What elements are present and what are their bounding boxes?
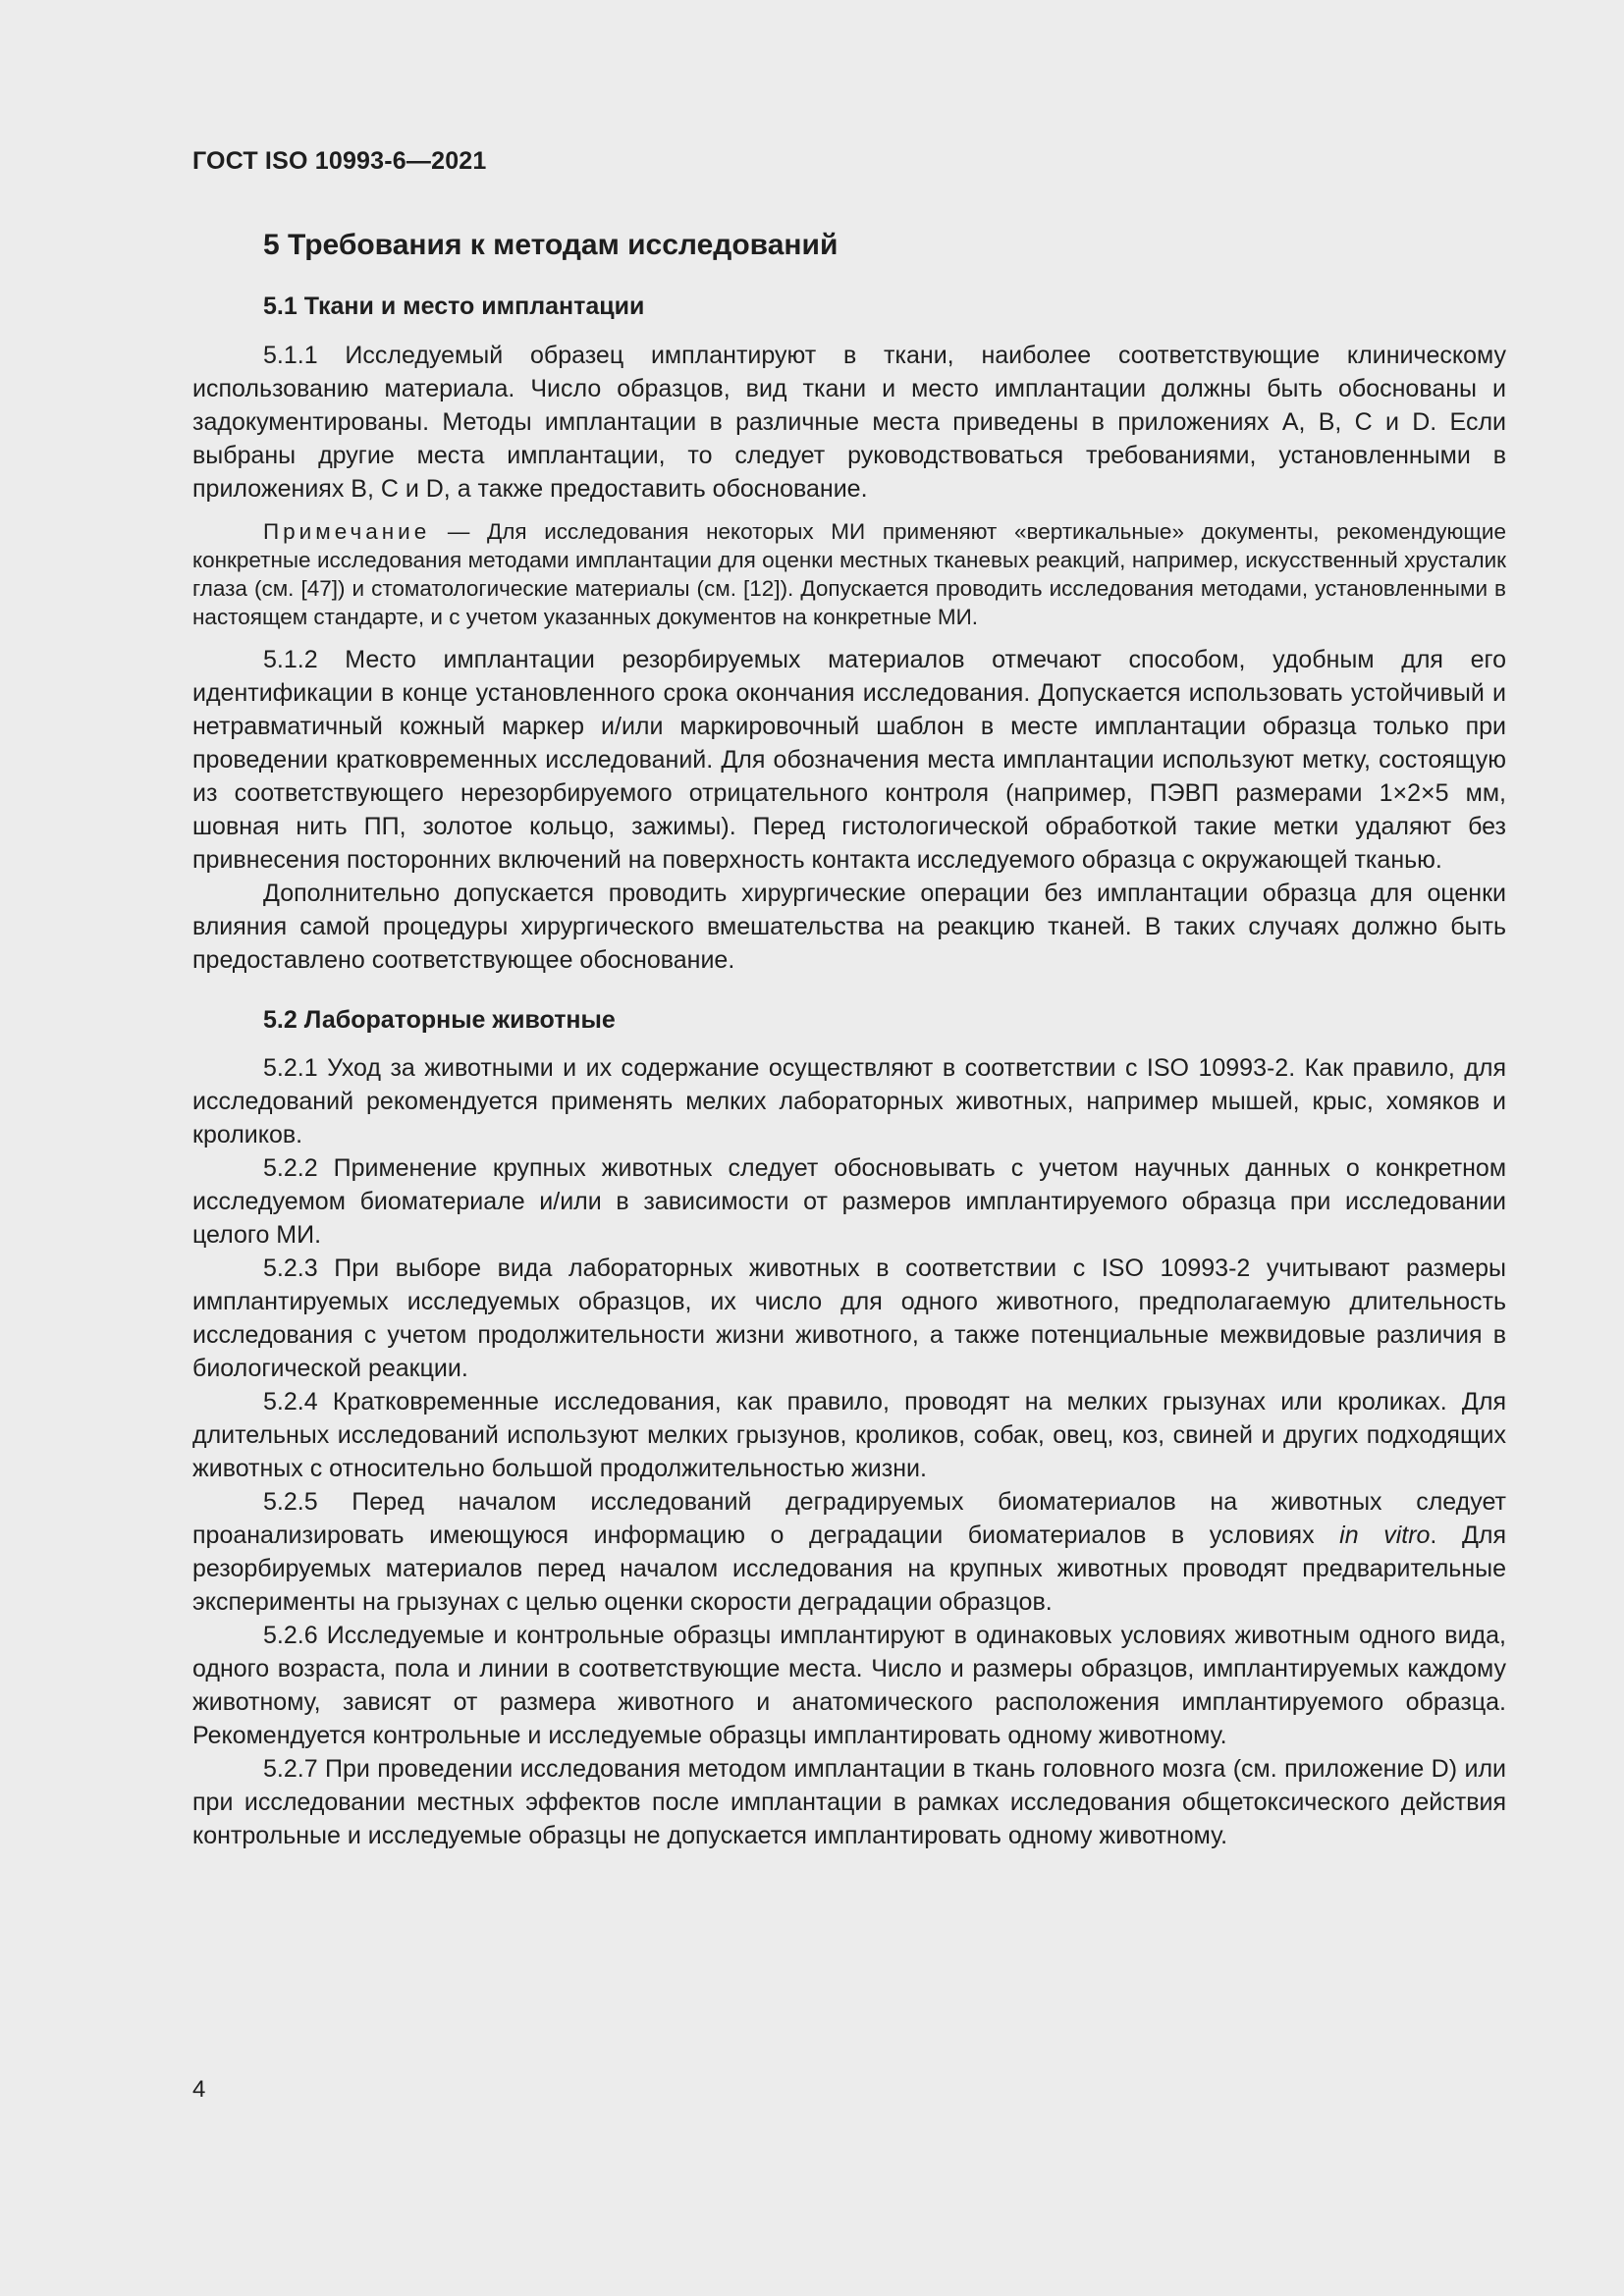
- paragraph-5-2-5-part-a: 5.2.5 Перед началом исследований деградируемых биоматериалов на животных следует проанализировать имеющуюся информацию о деградации биоматериалов в условиях: [192, 1488, 1506, 1549]
- page-number: 4: [192, 2076, 206, 2103]
- note-paragraph: [192, 517, 1506, 631]
- paragraph-5-2-2: 5.2.2 Применение крупных животных следует обосновывать с учетом научных данных о конкретном исследуемом биоматериале и/или в зависимости от размеров имплантируемого образца при исследовании целого МИ.: [192, 1154, 1506, 1249]
- paragraph-5-2-7: 5.2.7 При проведении исследования методом имплантации в ткань головного мозга (см. приложение D) или при исследовании местных эффектов после имплантации в рамках исследования общетоксического действия контрольные и исследуемые образцы не допускается имплантировать одному животному.: [192, 1755, 1506, 1849]
- paragraph-5-2-4: 5.2.4 Кратковременные исследования, как правило, проводят на мелких грызунах или кроликах. Для длительных исследований используют мелких грызунов, кроликов, собак, овец, коз, свиней и других подходящих животных с относительно большой продолжительностью жизни.: [192, 1388, 1506, 1482]
- document-body: [192, 220, 1506, 1852]
- paragraph-5-1-2: 5.1.2 Место имплантации резорбируемых материалов отмечают способом, удобным для его идентификации в конце установленного срока окончания исследования. Допускается использовать устойчивый и нетравматичный кожный маркер и/или маркировочный шаблон в месте имплантации образца только при проведении кратковременных исследований. Для обозначения места имплантации используют метку, состоящую из соответствующего нерезорбируемого отрицательного контроля (например, ПЭВП размерами 1×2×5 мм, шовная нить ПП, золотое кольцо, зажимы). Перед гистологической обработкой такие метки удаляют без привнесения посторонних включений на поверхность контакта исследуемого образца с окружающей тканью.: [192, 645, 1506, 874]
- section-title: 5 Требования к методам исследований: [263, 229, 839, 261]
- paragraph-5-2-5: [192, 1485, 1506, 1619]
- document-code-header: ГОСТ ISO 10993-6—2021: [192, 147, 487, 175]
- paragraph-5-2-5-italic: in vitro: [1339, 1522, 1431, 1549]
- note-text: — Для исследования некоторых МИ применяют «вертикальные» документы, рекомендующие конкретные исследования методами имплантации для оценки местных тканевых реакций, например, искусственный хрусталик глаза (см. [47]) и стоматологические материалы (см. [12]). Допускается проводить исследования методами, установленными в настоящем стандарте, и с учетом указанных документов на конкретные МИ.: [192, 518, 1506, 629]
- subsection-title-5-1: 5.1 Ткани и место имплантации: [263, 293, 645, 320]
- paragraph-5-2-6: 5.2.6 Исследуемые и контрольные образцы имплантируют в одинаковых условиях животным одного вида, одного возраста, пола и линии в соответствующие места. Число и размеры образцов, имплантируемых каждому животному, зависят от размера животного и анатомического расположения имплантируемого образца. Рекомендуется контрольные и исследуемые образцы имплантировать одному животному.: [192, 1622, 1506, 1749]
- paragraph-5-1-1: 5.1.1 Исследуемый образец имплантируют в ткани, наиболее соответствующие клиническому использованию материала. Число образцов, вид ткани и место имплантации должны быть обоснованы и задокументированы. Методы имплантации в различные места приведены в приложениях А, В, С и D. Если выбраны другие места имплантации, то следует руководствоваться требованиями, установленными в приложениях В, С и D, а также предоставить обоснование.: [192, 341, 1506, 503]
- note-label: Примечание: [263, 518, 431, 544]
- subsection-title-5-2: 5.2 Лабораторные животные: [263, 1005, 616, 1034]
- paragraph-5-2-3: 5.2.3 При выборе вида лабораторных животных в соответствии с ISO 10993-2 учитывают размеры имплантируемых исследуемых образцов, их число для одного животного, предполагаемую длительность исследования с учетом продолжительности жизни животного, а также потенциальные межвидовые различия в биологической реакции.: [192, 1255, 1506, 1382]
- paragraph-5-2-5-part-b: . Для резорбируемых материалов перед началом исследования на крупных животных проводят предварительные эксперименты на грызунах с целью оценки скорости деградации образцов.: [192, 1522, 1506, 1616]
- paragraph-5-2-1: 5.2.1 Уход за животными и их содержание осуществляют в соответствии с ISO 10993-2. Как правило, для исследований рекомендуется применять мелких лабораторных животных, например мышей, крыс, хомяков и кроликов.: [192, 1054, 1506, 1148]
- paragraph-5-1-2-additional: Дополнительно допускается проводить хирургические операции без имплантации образца для оценки влияния самой процедуры хирургического вмешательства на реакцию тканей. В таких случаях должно быть предоставлено соответствующее обоснование.: [192, 879, 1506, 974]
